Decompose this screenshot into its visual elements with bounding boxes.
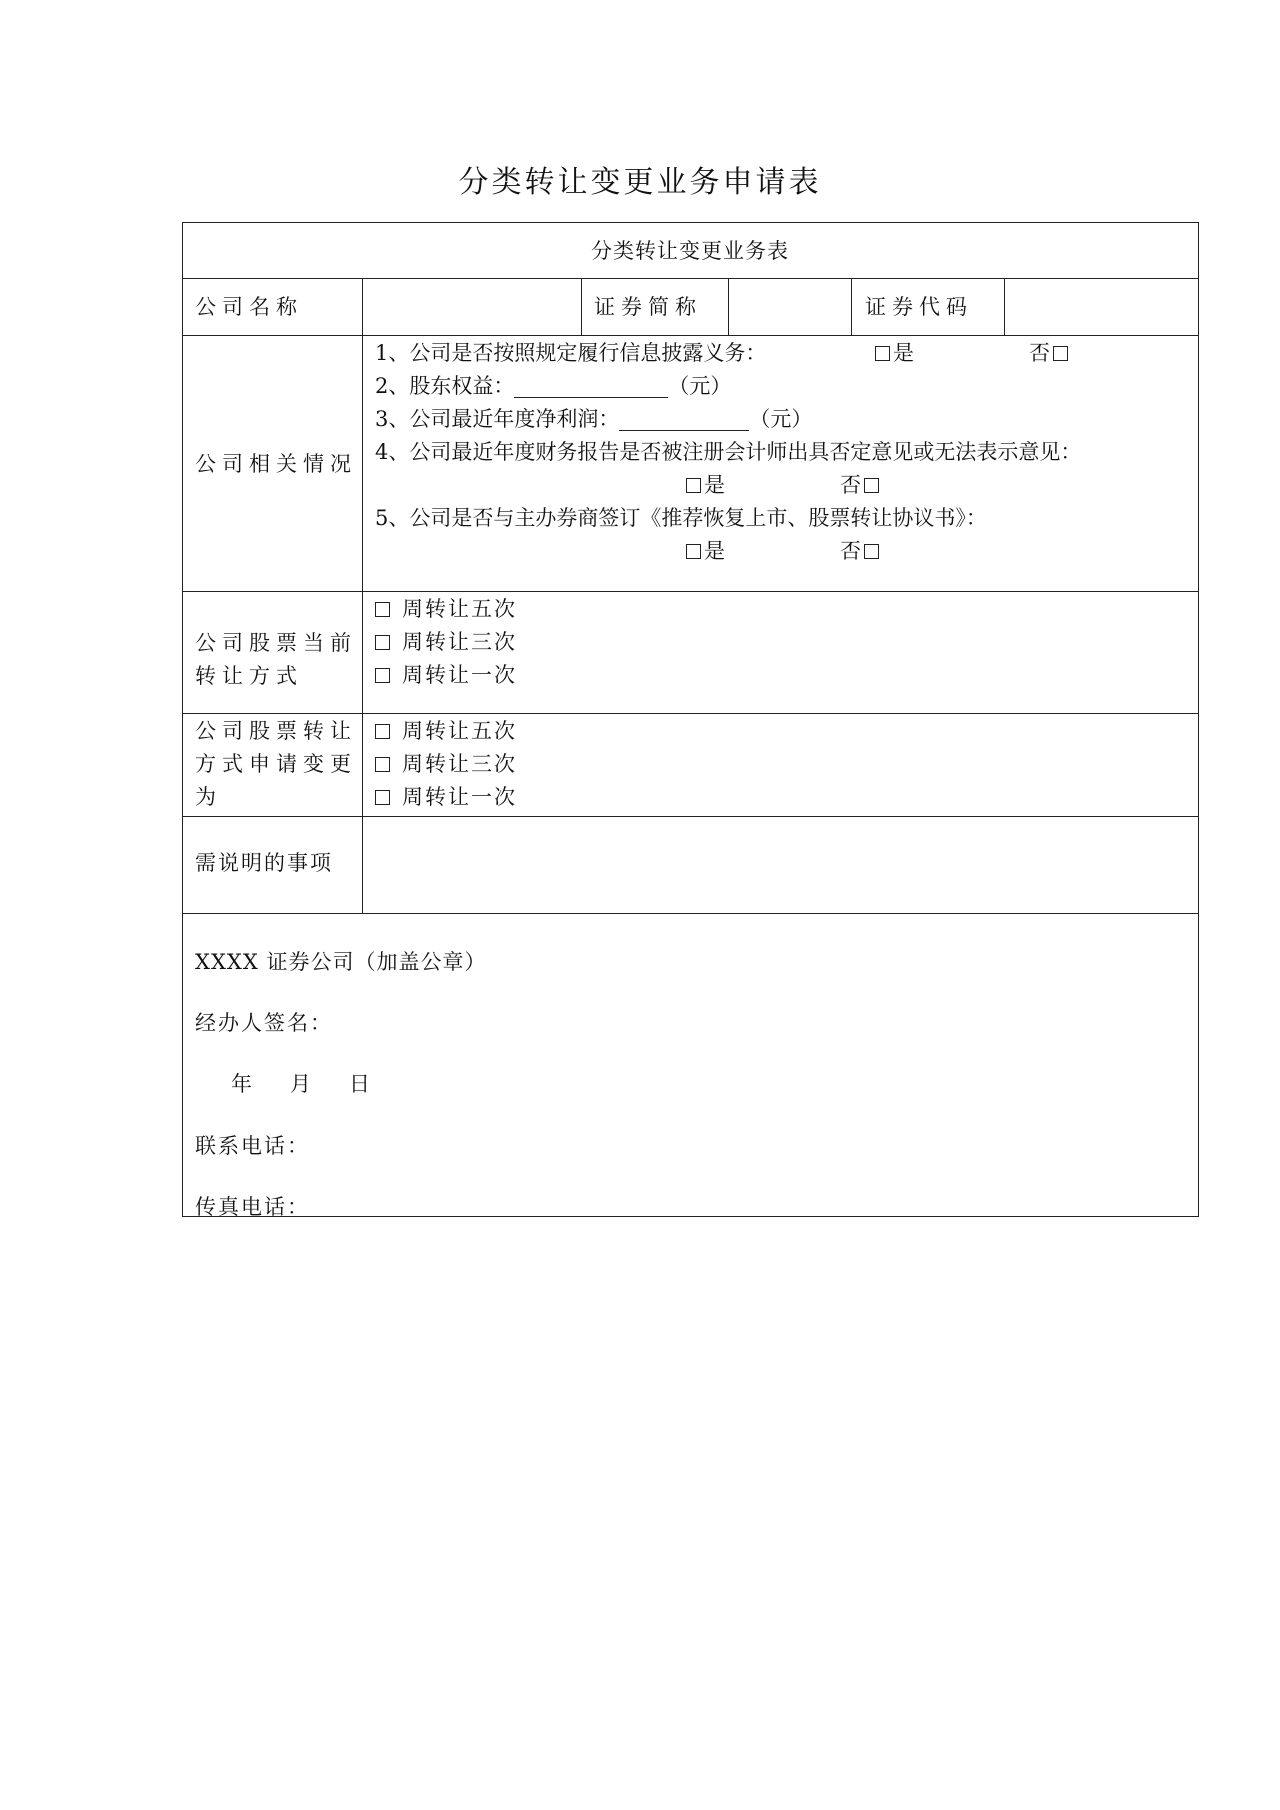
current-mode-label-line1: 公司股票当前 (195, 631, 357, 655)
apply-mode-label-line3: 为 (195, 785, 222, 809)
unit-label: （元） (749, 407, 813, 431)
checkbox[interactable] (1053, 346, 1068, 361)
checkbox[interactable] (686, 544, 701, 559)
security-code-label: 证券代码 (865, 295, 973, 319)
no-label: 否 (840, 473, 861, 497)
question-1-no[interactable] (1029, 337, 1071, 370)
checkbox[interactable] (375, 790, 390, 805)
current-mode-option[interactable] (375, 659, 517, 692)
question-1-yes[interactable] (872, 337, 914, 370)
row-divider (183, 335, 1198, 336)
column-divider (581, 278, 582, 335)
notes-label: 需说明的事项 (195, 851, 333, 875)
question-4-no[interactable] (840, 469, 882, 502)
apply-mode-option[interactable] (375, 781, 517, 814)
checkbox[interactable] (875, 346, 890, 361)
option-label: 周转让五次 (402, 597, 517, 621)
apply-mode-option[interactable] (375, 715, 517, 748)
fax-label: 传真电话： (195, 1195, 310, 1219)
day-label: 日 (349, 1072, 370, 1096)
checkbox[interactable] (686, 478, 701, 493)
page-title: 分类转让变更业务申请表 (458, 165, 822, 200)
row-divider (183, 278, 1198, 279)
question-4: 4、公司最近年度财务报告是否被注册会计师出具否定意见或无法表示意见： (375, 440, 1082, 464)
checkbox[interactable] (375, 668, 390, 683)
row-divider (183, 913, 1198, 914)
security-short-name-field[interactable] (731, 281, 848, 332)
no-label: 否 (1029, 341, 1050, 365)
question-3 (375, 403, 812, 436)
checkbox[interactable] (375, 724, 390, 739)
question-2 (375, 370, 731, 403)
row-divider (183, 591, 1198, 592)
yes-label: 是 (893, 341, 914, 365)
option-label: 周转让五次 (402, 719, 517, 743)
application-form (182, 222, 1199, 1217)
row-divider (183, 713, 1198, 714)
month-label: 月 (290, 1072, 311, 1096)
current-mode-option[interactable] (375, 593, 517, 626)
apply-mode-label-line2: 方式申请变更 (195, 752, 357, 776)
yes-label: 是 (704, 539, 725, 563)
checkbox[interactable] (864, 478, 879, 493)
company-name-label: 公司名称 (195, 295, 303, 319)
question-1 (375, 337, 766, 370)
checkbox[interactable] (375, 635, 390, 650)
question-5-yes[interactable] (683, 535, 725, 568)
question-5-no[interactable] (840, 535, 882, 568)
question-5: 5、公司是否与主办券商签订《推荐恢复上市、股票转让协议书》： (375, 506, 987, 530)
signer-label: 经办人签名： (195, 1011, 333, 1035)
apply-mode-option[interactable] (375, 748, 517, 781)
security-short-name-label: 证券简称 (594, 295, 702, 319)
notes-field[interactable] (365, 819, 1195, 910)
phone-label: 联系电话： (195, 1134, 310, 1158)
option-label: 周转让一次 (402, 663, 517, 687)
no-label: 否 (840, 539, 861, 563)
yes-label: 是 (704, 473, 725, 497)
row-divider (183, 816, 1198, 817)
unit-label: （元） (668, 374, 732, 398)
checkbox[interactable] (375, 757, 390, 772)
question-2-text: 2、股东权益： (375, 374, 515, 398)
year-label: 年 (231, 1072, 252, 1096)
column-divider (728, 278, 729, 335)
column-divider (1004, 278, 1005, 335)
checkbox[interactable] (375, 602, 390, 617)
checkbox[interactable] (864, 544, 879, 559)
net-profit-input[interactable] (619, 408, 749, 431)
date-line (231, 1068, 370, 1101)
current-mode-label-line2: 转让方式 (195, 664, 303, 688)
question-4-yes[interactable] (683, 469, 725, 502)
option-label: 周转让一次 (402, 785, 517, 809)
apply-mode-label-line1: 公司股票转让 (195, 719, 357, 743)
company-status-label: 公司相关情况 (195, 452, 357, 476)
question-1-text: 1、公司是否按照规定履行信息披露义务： (375, 341, 767, 365)
option-label: 周转让三次 (402, 630, 517, 654)
form-header: 分类转让变更业务表 (591, 239, 789, 263)
option-label: 周转让三次 (402, 752, 517, 776)
question-3-text: 3、公司最近年度净利润： (375, 407, 620, 431)
company-name-field[interactable] (365, 281, 578, 332)
column-divider (362, 278, 363, 913)
column-divider (851, 278, 852, 335)
security-code-field[interactable] (1007, 281, 1195, 332)
current-mode-option[interactable] (375, 626, 517, 659)
equity-input[interactable] (514, 375, 668, 398)
securities-firm-seal-line: XXXX 证券公司（加盖公章） (195, 950, 487, 974)
